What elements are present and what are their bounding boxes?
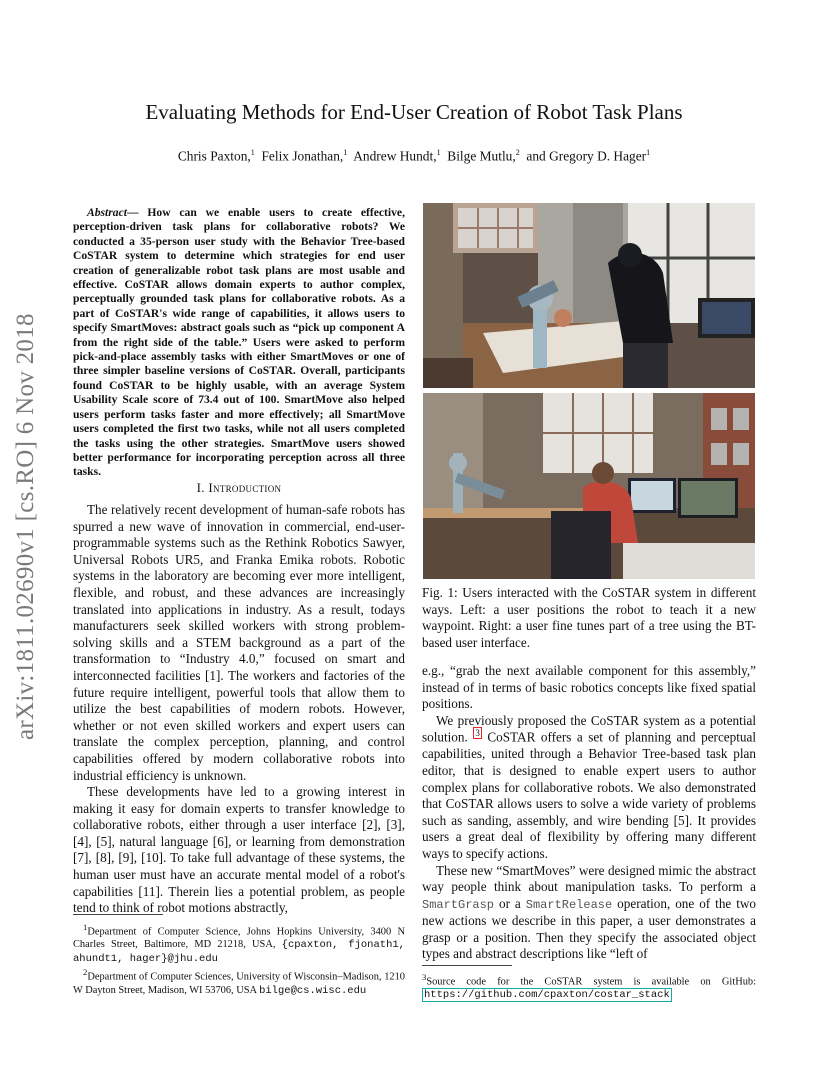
abstract [73,206,405,480]
arxiv-identifier: arXiv:1811.02690v1 [cs.RO] 6 Nov 2018 [12,313,39,740]
footnote-mark: 1 [83,922,88,932]
footnote-mark: 3 [422,972,427,982]
figure-photo-right [423,393,755,579]
code-smartgrasp: SmartGrasp [422,897,495,912]
affiliation-mark: 1 [250,148,255,157]
body-text-right [422,663,756,963]
affiliation-mark: 1 [646,148,651,157]
footnote-text: Source code for the CoSTAR system is available on GitHub: [426,976,756,988]
author: Bilge Mutlu, [447,148,516,164]
footnote-link[interactable]: 3 [475,728,480,739]
affiliation-footnotes [73,921,405,998]
footnote-rule [73,914,163,915]
section-heading: I. Introduction [196,480,282,495]
author: and Gregory D. Hager [526,148,647,164]
affiliation-mark: 1 [343,148,348,157]
interface-tuning-photo [423,393,755,579]
email: bilge@cs.wisc.edu [259,984,367,997]
author: Chris Paxton, [177,148,251,164]
paragraph: These new “SmartMoves” were designed mimic the abstract way people think about manipulation tasks. To perform a SmartGrasp or a SmartRelease operation, one of the two new actions we describe in this paper, a user demonstrates a grasp or a position. Then they specify the associated object types and abstract descriptions like “left of [422,862,757,962]
robot-teaching-photo [423,203,755,388]
github-link[interactable]: https://github.com/cpaxton/costar_stack [424,989,670,1002]
code-smartrelease: SmartRelease [525,897,613,912]
email: {cpaxton, fjonath1, ahundt1, hager}@jhu.edu [73,939,405,966]
author: Felix Jonathan, [261,148,344,164]
affiliation-mark: 1 [436,148,441,157]
affiliation-mark: 2 [515,148,520,157]
footnote-mark: 2 [83,967,88,978]
figure-photo-left [423,203,755,388]
source-code-footnote [422,971,756,1002]
footnote-rule [422,965,512,966]
author: Andrew Hundt, [353,148,437,164]
abstract-text: How can we enable users to create effective, perception-driven task plans for collaborative robots? We conducted a 35-person user study with the Behavior Tree-based CoSTAR system to determine which strategies for end user creation of generalizable robot task plans are most usable and effective. CoSTAR allows domain experts to author complex, perceptually grounded task plans for collaborative robots. As a part of CoSTAR's wide range of capabilities, it allows users to specify SmartMoves: abstract goals such as “pick up component A from the right side of the table.” Users were asked to perform pick-and-place assembly tasks with either SmartMoves or one of three simpler baseline versions of CoSTAR. Overall, participants found CoSTAR to be highly usable, with an average System Usability Scale score of 73.4 out of 100. SmartMove also helped users perform tasks faster and more effectively; all SmartMove users completed the first two tasks, while not all users completed the tasks using the other strategies. SmartMove users showed better performance for incorporating perception across all three tasks. [73,206,405,479]
paper-title: Evaluating Methods for End-User Creation of Robot Task Plans [145,100,683,124]
figure-caption: Fig. 1: Users interacted with the CoSTAR system in different ways. Left: a user positions the robot to teach it a new waypoint. Right: a user fine tunes part of a tree using the BT-based user interface. [422,585,756,650]
paragraph: These developments have led to a growing interest in making it easy for domain experts to transfer knowledge to collaborative robots, either through a user interface [2], [3], [4], [5], natural language [6], or learning from demonstration [7], [8], [9], [10]. To take full advantage of these systems, the human user must have an accurate mental model of a robot's capabilities [11]. Therein lies a potential problem, as people tend to think of robot motions abstractly, [73,784,405,916]
paragraph: The relatively recent development of human-safe robots has spurred a new wave of innovation in commercial, end-user-programmable systems such as the Rethink Robotics Sawyer, Universal Robots UR5, and Franka Emika robots. Robotic systems in the laboratory are becoming ever more intelligent, flexible, and robust, and these advances are increasingly translated into applications in industry. As a result, todays manufacturers seek skilled workers with strong problem-solving skills and a STEM background as a part of the transformation to “Industry 4.0,” focused on smart and interconnected facilities [1]. The workers and factories of the future require intelligent, powerful tools that allow them to utilize the best capabilities of modern robots. However, whether or not even skilled workers and expert users can translate the complex perception, planning, and control capabilities offered by modern collaborative robots into industrial efficiency is unknown. [73,502,405,783]
footnote-text: Department of Computer Science, Johns Hopkins University, 3400 N Charles Street, Baltimore, MD 21218, USA, [73,926,405,951]
paragraph: e.g., “grab the next available component for this assembly,” instead of in terms of basic robotics concepts like fixed spatial positions. [422,663,756,712]
paragraph: We previously proposed the CoSTAR system as a potential solution. $^3$ CoSTAR offers a set of planning and perceptual capabilities, united through a Behavior Tree-based task plan editor, that is designed to enable expert users to author complex plans for collaborative robots. We also demonstrated that CoSTAR allows users to solve a wide variety of problems such as sanding, assembly, and wire bending [5]. It provides users a great deal of flexibility by offering many different ways to specify actions. [422,712,757,861]
author-list [0,148,828,164]
abstract-label: Abstract— [87,206,139,219]
footnote-text: Department of Computer Sciences, University of Wisconsin–Madison, 1210 W Dayton Street, Madison, WI 53706, USA [73,971,405,996]
intro-text [73,502,405,917]
